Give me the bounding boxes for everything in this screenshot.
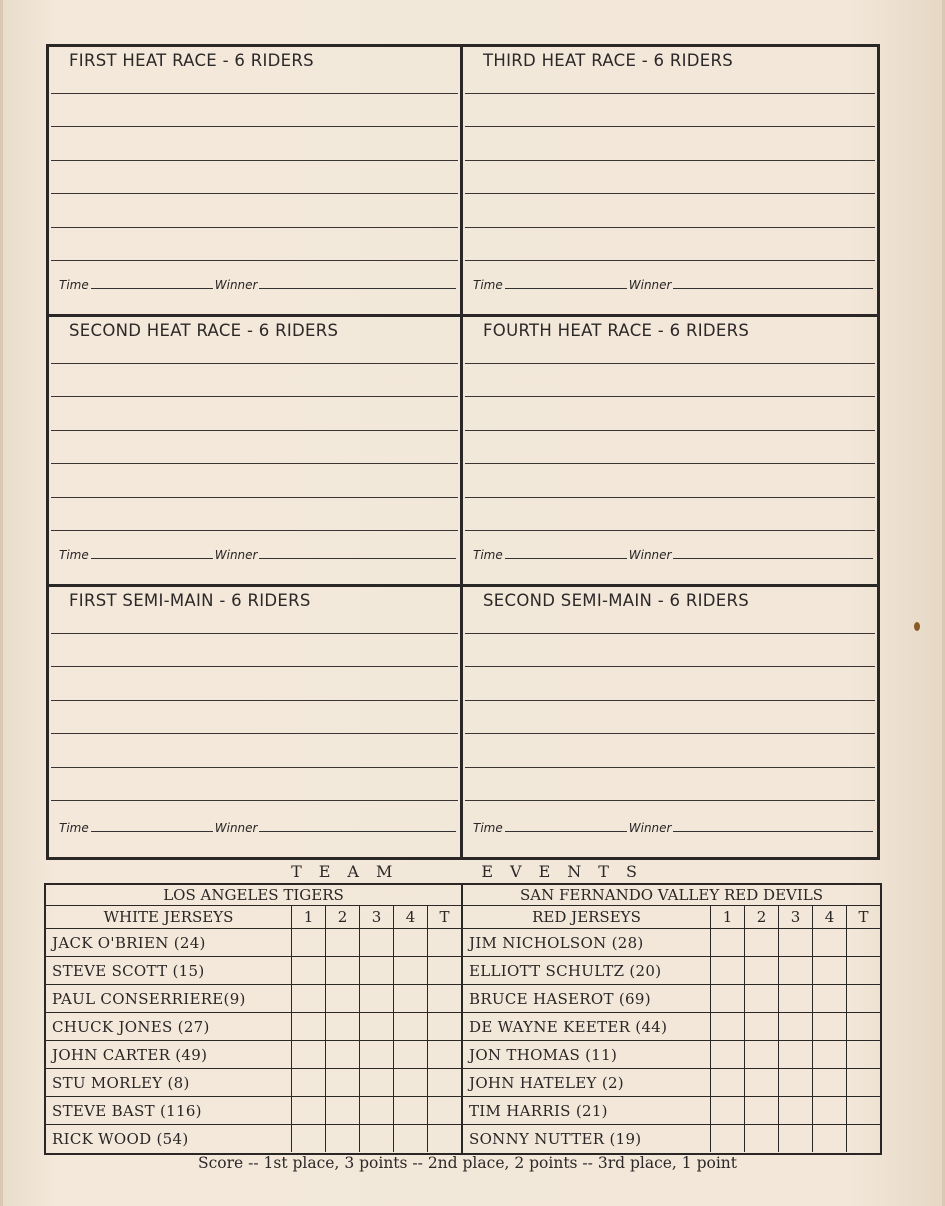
score-cell[interactable] — [813, 1013, 847, 1041]
score-cell[interactable] — [813, 1069, 847, 1097]
rider-entry-line[interactable] — [51, 93, 458, 94]
score-cell[interactable] — [813, 1041, 847, 1069]
score-cell[interactable] — [745, 1097, 779, 1125]
score-cell[interactable] — [779, 929, 813, 957]
score-cell[interactable] — [745, 1125, 779, 1153]
score-cell[interactable] — [779, 1069, 813, 1097]
time-winner-row — [59, 548, 456, 562]
rider-name: JOHN HATELEY (2) — [463, 1069, 711, 1097]
rider-name: STEVE BAST (116) — [46, 1097, 292, 1125]
rider-name: RICK WOOD (54) — [46, 1125, 292, 1153]
rider-entry-line[interactable] — [51, 396, 458, 397]
winner-label: Winner — [628, 548, 672, 562]
score-note: Score -- 1st place, 3 points -- 2nd place, 2 points -- 3rd place, 1 point — [197, 1154, 737, 1172]
rider-name: JOHN CARTER (49) — [46, 1041, 292, 1069]
race-title: FIRST SEMI-MAIN - 6 RIDERS — [69, 591, 311, 610]
score-cell[interactable] — [292, 1097, 326, 1125]
time-field[interactable] — [505, 558, 627, 559]
score-cell[interactable] — [394, 985, 428, 1013]
table-row — [463, 1041, 880, 1069]
score-cell[interactable] — [360, 985, 394, 1013]
score-cell[interactable] — [745, 1069, 779, 1097]
score-cell[interactable] — [711, 985, 745, 1013]
rider-name: JACK O'BRIEN (24) — [46, 929, 292, 957]
rider-entry-line[interactable] — [51, 126, 458, 127]
score-cell[interactable] — [847, 1013, 881, 1041]
rider-name: DE WAYNE KEETER (44) — [463, 1013, 711, 1041]
heat-column-header: 3 — [779, 906, 813, 929]
score-cell[interactable] — [428, 1041, 462, 1069]
table-row — [463, 985, 880, 1013]
time-field[interactable] — [505, 288, 627, 289]
winner-label: Winner — [214, 548, 258, 562]
time-winner-row — [473, 548, 873, 562]
table-row — [46, 957, 461, 985]
rider-entry-line[interactable] — [465, 530, 875, 531]
score-cell[interactable] — [292, 1069, 326, 1097]
score-cell[interactable] — [428, 929, 462, 957]
score-cell[interactable] — [292, 1041, 326, 1069]
team-score-table — [46, 906, 461, 1152]
score-cell[interactable] — [394, 1013, 428, 1041]
rider-entry-line[interactable] — [51, 666, 458, 667]
winner-field[interactable] — [259, 831, 456, 832]
rider-entry-line[interactable] — [465, 160, 875, 161]
score-cell[interactable] — [745, 985, 779, 1013]
rider-entry-line[interactable] — [51, 260, 458, 261]
winner-label: Winner — [628, 821, 672, 835]
score-cell[interactable] — [394, 1041, 428, 1069]
winner-field[interactable] — [259, 288, 456, 289]
team-score-table — [463, 906, 880, 1152]
score-cell[interactable] — [847, 1125, 881, 1153]
winner-label: Winner — [214, 821, 258, 835]
rider-entry-line[interactable] — [51, 363, 458, 364]
winner-label: Winner — [628, 278, 672, 292]
score-cell[interactable] — [847, 1041, 881, 1069]
score-cell[interactable] — [326, 985, 360, 1013]
score-cell[interactable] — [360, 957, 394, 985]
table-row — [463, 1097, 880, 1125]
score-cell[interactable] — [847, 957, 881, 985]
score-cell[interactable] — [711, 957, 745, 985]
time-field[interactable] — [91, 558, 213, 559]
time-winner-row — [473, 278, 873, 292]
race-box — [463, 317, 877, 587]
score-cell[interactable] — [292, 1125, 326, 1153]
time-label: Time — [59, 821, 89, 835]
winner-field[interactable] — [673, 558, 873, 559]
time-label: Time — [473, 821, 503, 835]
score-cell[interactable] — [428, 1069, 462, 1097]
rider-entry-line[interactable] — [51, 733, 458, 734]
score-cell[interactable] — [745, 957, 779, 985]
rider-entry-line[interactable] — [465, 260, 875, 261]
rider-entry-line[interactable] — [465, 227, 875, 228]
score-cell[interactable] — [360, 1013, 394, 1041]
time-label: Time — [473, 548, 503, 562]
rider-entry-line[interactable] — [465, 767, 875, 768]
score-cell[interactable] — [813, 929, 847, 957]
score-cell[interactable] — [813, 985, 847, 1013]
rider-entry-line[interactable] — [465, 497, 875, 498]
score-cell[interactable] — [292, 957, 326, 985]
rider-name: STEVE SCOTT (15) — [46, 957, 292, 985]
race-title: THIRD HEAT RACE - 6 RIDERS — [483, 51, 734, 70]
score-cell[interactable] — [847, 1069, 881, 1097]
rider-entry-line[interactable] — [465, 430, 875, 431]
rider-entry-line[interactable] — [51, 463, 458, 464]
rider-name: JON THOMAS (11) — [463, 1041, 711, 1069]
rider-name: ELLIOTT SCHULTZ (20) — [463, 957, 711, 985]
rider-name: BRUCE HASEROT (69) — [463, 985, 711, 1013]
score-cell[interactable] — [779, 1041, 813, 1069]
score-cell[interactable] — [813, 957, 847, 985]
race-box — [463, 47, 877, 317]
table-row — [46, 1097, 461, 1125]
race-title: FIRST HEAT RACE - 6 RIDERS — [69, 51, 314, 70]
time-winner-row — [59, 278, 456, 292]
heat-column-header: 3 — [360, 906, 394, 929]
race-entry-grid — [46, 44, 880, 860]
score-cell[interactable] — [745, 929, 779, 957]
rider-entry-line[interactable] — [465, 733, 875, 734]
score-cell[interactable] — [711, 1069, 745, 1097]
team-name: SAN FERNANDO VALLEY RED DEVILS — [463, 885, 880, 906]
time-label: Time — [59, 278, 89, 292]
table-row — [463, 929, 880, 957]
rider-entry-line[interactable] — [51, 633, 458, 634]
time-winner-row — [59, 821, 456, 835]
rider-entry-line[interactable] — [465, 396, 875, 397]
team-name: LOS ANGELES TIGERS — [46, 885, 461, 906]
paper-stain — [914, 622, 920, 631]
rider-entry-line[interactable] — [51, 767, 458, 768]
score-cell[interactable] — [847, 985, 881, 1013]
score-cell[interactable] — [394, 1069, 428, 1097]
score-cell[interactable] — [779, 1125, 813, 1153]
score-cell[interactable] — [779, 1013, 813, 1041]
rider-entry-line[interactable] — [465, 126, 875, 127]
rider-name: STU MORLEY (8) — [46, 1069, 292, 1097]
score-cell[interactable] — [292, 929, 326, 957]
winner-field[interactable] — [673, 288, 873, 289]
score-cell[interactable] — [394, 1125, 428, 1153]
score-cell[interactable] — [813, 1125, 847, 1153]
rider-name: CHUCK JONES (27) — [46, 1013, 292, 1041]
heat-column-header: 1 — [711, 906, 745, 929]
score-cell[interactable] — [326, 957, 360, 985]
score-cell[interactable] — [360, 1041, 394, 1069]
score-cell[interactable] — [745, 1013, 779, 1041]
table-row — [46, 985, 461, 1013]
time-field[interactable] — [91, 288, 213, 289]
score-cell[interactable] — [779, 957, 813, 985]
score-cell[interactable] — [428, 957, 462, 985]
rider-entry-line[interactable] — [465, 193, 875, 194]
rider-name: JIM NICHOLSON (28) — [463, 929, 711, 957]
score-cell[interactable] — [360, 929, 394, 957]
team-events-word1: TEAM — [291, 862, 410, 881]
table-row — [463, 957, 880, 985]
table-row — [46, 929, 461, 957]
jersey-header: RED JERSEYS — [463, 906, 711, 929]
score-cell[interactable] — [847, 1097, 881, 1125]
rider-entry-line[interactable] — [51, 227, 458, 228]
race-title: SECOND SEMI-MAIN - 6 RIDERS — [483, 591, 750, 610]
score-cell[interactable] — [711, 1041, 745, 1069]
race-box — [49, 317, 463, 587]
score-cell[interactable] — [326, 1097, 360, 1125]
time-field[interactable] — [505, 831, 627, 832]
rider-entry-line[interactable] — [51, 800, 458, 801]
score-cell[interactable] — [292, 1013, 326, 1041]
team-column — [463, 885, 880, 1153]
table-row — [46, 1125, 461, 1153]
time-label: Time — [473, 278, 503, 292]
rider-entry-line[interactable] — [465, 800, 875, 801]
heat-column-header: T — [428, 906, 462, 929]
score-cell[interactable] — [813, 1097, 847, 1125]
page-edge-left — [0, 0, 3, 1206]
rider-entry-line[interactable] — [465, 666, 875, 667]
race-title: FOURTH HEAT RACE - 6 RIDERS — [483, 321, 750, 340]
table-row — [463, 1013, 880, 1041]
time-winner-row — [473, 821, 873, 835]
score-cell[interactable] — [394, 957, 428, 985]
score-cell[interactable] — [326, 1041, 360, 1069]
heat-column-header: T — [847, 906, 881, 929]
table-row — [46, 1069, 461, 1097]
table-row — [463, 1069, 880, 1097]
team-events-heading — [0, 862, 945, 881]
winner-label: Winner — [214, 278, 258, 292]
score-cell[interactable] — [428, 1125, 462, 1153]
table-row — [46, 1041, 461, 1069]
score-cell[interactable] — [326, 1013, 360, 1041]
rider-entry-line[interactable] — [51, 700, 458, 701]
rider-entry-line[interactable] — [465, 700, 875, 701]
score-cell[interactable] — [711, 1013, 745, 1041]
score-cell[interactable] — [360, 1097, 394, 1125]
time-field[interactable] — [91, 831, 213, 832]
winner-field[interactable] — [673, 831, 873, 832]
score-cell[interactable] — [711, 1097, 745, 1125]
score-cell[interactable] — [292, 985, 326, 1013]
rider-entry-line[interactable] — [465, 363, 875, 364]
team-events-word2: EVENTS — [481, 862, 654, 881]
race-box — [49, 47, 463, 317]
score-cell[interactable] — [711, 1125, 745, 1153]
rider-entry-line[interactable] — [51, 193, 458, 194]
score-cell[interactable] — [360, 1125, 394, 1153]
winner-field[interactable] — [259, 558, 456, 559]
rider-entry-line[interactable] — [51, 160, 458, 161]
race-title: SECOND HEAT RACE - 6 RIDERS — [69, 321, 339, 340]
rider-name: PAUL CONSERRIERE(9) — [46, 985, 292, 1013]
table-row — [46, 1013, 461, 1041]
score-cell[interactable] — [428, 1013, 462, 1041]
table-row — [463, 1125, 880, 1153]
rider-name: TIM HARRIS (21) — [463, 1097, 711, 1125]
rider-entry-line[interactable] — [51, 497, 458, 498]
heat-column-header: 4 — [813, 906, 847, 929]
rider-entry-line[interactable] — [51, 530, 458, 531]
team-events-table — [44, 883, 882, 1155]
rider-entry-line[interactable] — [465, 633, 875, 634]
heat-column-header: 4 — [394, 906, 428, 929]
score-cell[interactable] — [779, 1097, 813, 1125]
rider-name: SONNY NUTTER (19) — [463, 1125, 711, 1153]
score-cell[interactable] — [779, 985, 813, 1013]
score-cell[interactable] — [326, 1069, 360, 1097]
heat-column-header: 1 — [292, 906, 326, 929]
race-box — [49, 587, 463, 857]
heat-column-header: 2 — [745, 906, 779, 929]
score-cell[interactable] — [326, 929, 360, 957]
heat-column-header: 2 — [326, 906, 360, 929]
score-cell[interactable] — [394, 1097, 428, 1125]
team-column — [46, 885, 463, 1153]
time-label: Time — [59, 548, 89, 562]
score-cell[interactable] — [428, 985, 462, 1013]
score-cell[interactable] — [394, 929, 428, 957]
rider-entry-line[interactable] — [465, 463, 875, 464]
rider-entry-line[interactable] — [51, 430, 458, 431]
jersey-header: WHITE JERSEYS — [46, 906, 292, 929]
score-cell[interactable] — [428, 1097, 462, 1125]
race-box — [463, 587, 877, 857]
score-cell[interactable] — [360, 1069, 394, 1097]
score-cell[interactable] — [745, 1041, 779, 1069]
score-cell[interactable] — [326, 1125, 360, 1153]
score-cell[interactable] — [711, 929, 745, 957]
score-cell[interactable] — [847, 929, 881, 957]
rider-entry-line[interactable] — [465, 93, 875, 94]
